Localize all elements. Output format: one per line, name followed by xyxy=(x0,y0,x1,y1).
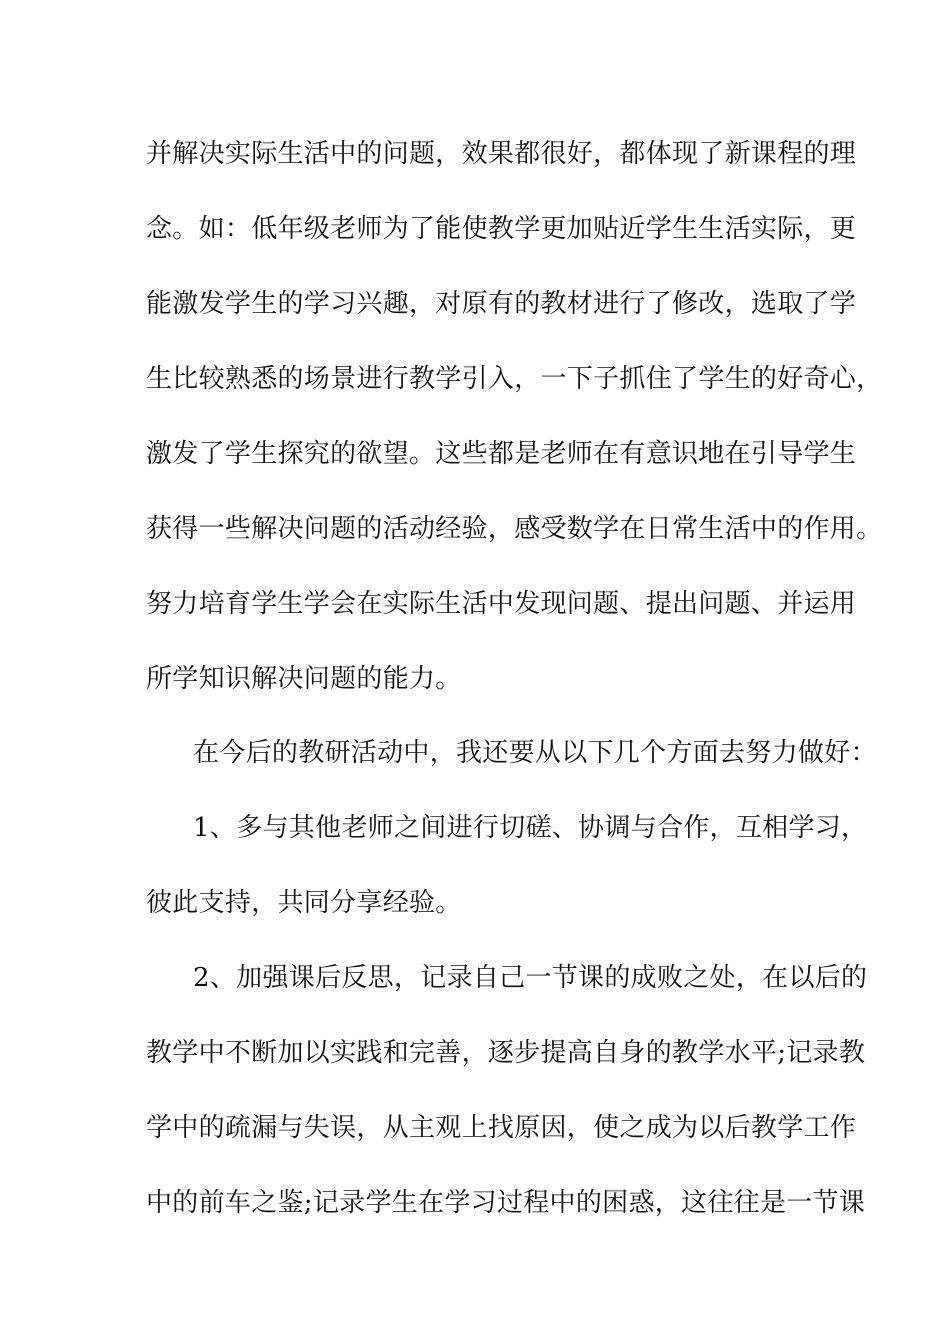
text-line: 念。如：低年级老师为了能使教学更加贴近学生生活实际，更 xyxy=(146,214,857,244)
list-item-1-continuation: 彼此支持，共同分享经验。 xyxy=(146,888,462,918)
list-item-2-continuation: 中的前车之鉴;记录学生在学习过程中的困惑，这往往是一节课 xyxy=(146,1188,866,1218)
list-item-2-continuation: 学中的疏漏与失误，从主观上找原因，使之成为以后教学工作 xyxy=(146,1113,857,1143)
text-line: 激发了学生探究的欲望。这些都是老师在有意识地在引导学生 xyxy=(146,439,857,469)
text-line: 获得一些解决问题的活动经验，感受数学在日常生活中的作用。 xyxy=(146,514,883,544)
list-item-2-first-line: 2、加强课后反思，记录自己一节课的成败之处，在以后的 xyxy=(193,963,868,993)
paragraph-first-line: 在今后的教研活动中，我还要从以下几个方面去努力做好： xyxy=(193,738,877,768)
list-item-2-continuation: 教学中不断加以实践和完善，逐步提高自身的教学水平;记录教 xyxy=(146,1038,866,1068)
text-line: 能激发学生的学习兴趣，对原有的教材进行了修改，选取了学 xyxy=(146,289,857,319)
text-line: 所学知识解决问题的能力。 xyxy=(146,664,462,694)
list-item-1-first-line: 1、多与其他老师之间进行切磋、协调与合作，互相学习， xyxy=(193,813,868,843)
text-line: 并解决实际生活中的问题，效果都很好，都体现了新课程的理 xyxy=(146,139,857,169)
text-line: 生比较熟悉的场景进行教学引入，一下子抓住了学生的好奇心， xyxy=(146,364,883,394)
text-line: 努力培育学生学会在实际生活中发现问题、提出问题、并运用 xyxy=(146,589,857,619)
